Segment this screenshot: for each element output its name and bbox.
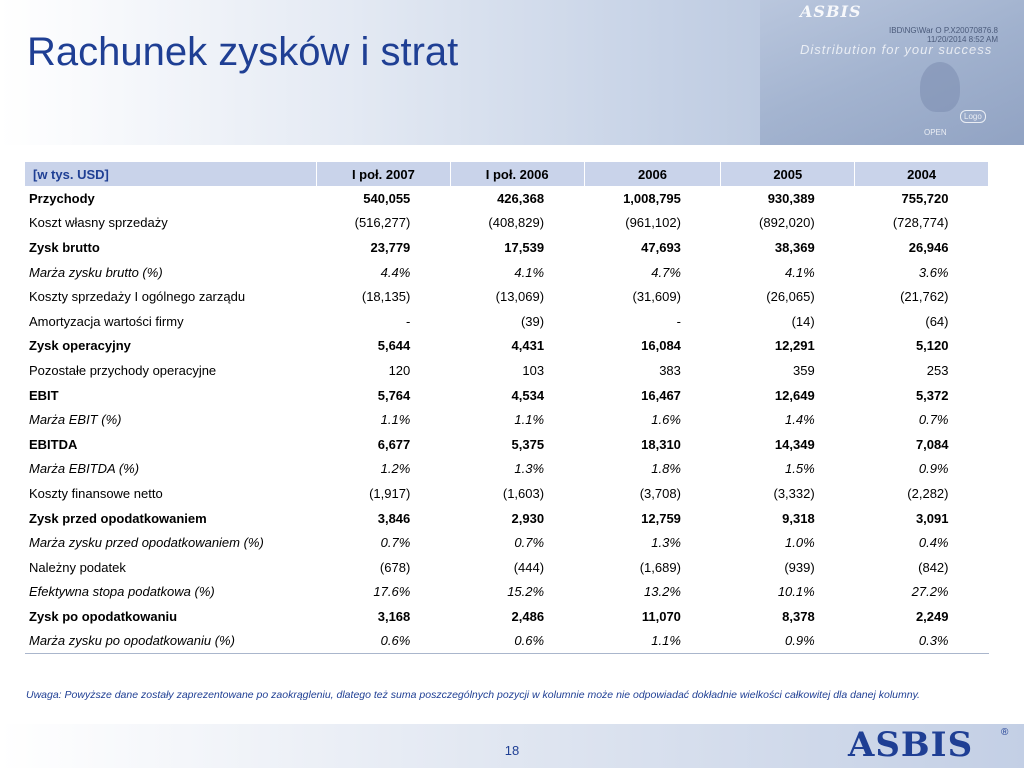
header-col-2006: 2006 [584,162,721,186]
row-value: 6,677 [377,436,411,452]
row-value: 0.7% [380,535,411,551]
row-value: 12,649 [774,387,815,403]
row-value: (3,332) [773,485,815,501]
row-value: 4,431 [511,338,545,354]
table-row [25,555,989,580]
row-value: 253 [926,362,949,378]
row-value: 23,779 [370,239,411,255]
row-value: 5,375 [511,436,545,452]
row-label: Marża EBITDA (%) [29,461,140,477]
row-value: 14,349 [774,436,815,452]
row-value: 2,930 [511,510,545,526]
row-value: (1,917) [369,485,411,501]
row-value: 1,008,795 [623,190,681,206]
header-photo [760,0,1024,145]
photo-brand: ASBIS [800,2,862,21]
row-label: Marża EBIT (%) [29,412,122,428]
row-label: Zysk brutto [29,239,100,255]
table-row [25,186,989,211]
table-row [25,629,989,654]
row-value: 1.3% [651,535,681,551]
row-value: 930,389 [767,190,815,206]
row-value: (842) [918,559,949,575]
header-col-2005: 2005 [721,162,855,186]
row-value: 3,091 [915,510,949,526]
row-value: 26,946 [908,239,949,255]
row-label: Koszt własny sprzedaży [29,215,168,231]
row-value: 7,084 [915,436,949,452]
row-value: 47,693 [641,239,681,255]
row-value: 1.1% [380,412,411,428]
row-value: 0.6% [450,629,584,654]
person-silhouette-icon [920,62,960,112]
page-title: Rachunek zysków i strat [27,30,459,74]
table-row [25,481,989,506]
row-value: 0.7% [514,535,545,551]
row-value: (961,102) [625,215,681,231]
table-row [25,407,989,432]
row-value: 103 [522,362,545,378]
table-row [25,309,989,334]
row-label: Należny podatek [29,559,126,575]
header-col-h1-2006: I poł. 2006 [450,162,584,186]
row-value: 17,539 [504,239,545,255]
row-value: - [405,313,411,329]
row-value: 540,055 [363,190,411,206]
income-statement-table [25,162,989,654]
row-value: 1.2% [380,461,411,477]
row-value: 1.5% [785,461,815,477]
row-value: 426,368 [497,190,545,206]
table-row [25,284,989,309]
table-row [25,457,989,482]
row-value: (31,609) [632,289,681,305]
row-value: 18,310 [641,436,681,452]
row-value: (14) [791,313,815,329]
row-value: (892,020) [759,215,815,231]
row-value: 13.2% [644,584,681,600]
row-value: 4,534 [511,387,545,403]
table-row [25,383,989,408]
row-value: 8,378 [782,608,815,624]
row-label: Przychody [29,190,95,206]
row-value: (408,829) [488,215,545,231]
row-value: 1.1% [514,412,545,428]
row-value: 0.3% [855,629,989,654]
page-number: 18 [504,743,520,758]
row-value: 1.1% [584,629,721,654]
row-value: 2,249 [915,608,949,624]
row-value: (2,282) [907,485,949,501]
row-label: EBITDA [29,436,78,452]
row-value: 1.3% [514,461,545,477]
row-value: (728,774) [892,215,949,231]
row-value: 4.1% [785,264,815,280]
row-value: 0.4% [918,535,949,551]
row-value: (13,069) [495,289,545,305]
photo-logo-chip: Logo [960,110,986,123]
row-value: 0.9% [918,461,949,477]
header-unit-label: [w tys. USD] [25,162,317,186]
table-row [25,580,989,605]
asbis-logo: ASBIS [848,725,974,765]
row-value: 0.6% [317,629,451,654]
stamp-reference: IBD\NG\War O P.X20070876.8 [889,26,998,35]
row-value: 27.2% [911,584,949,600]
row-label: EBIT [29,387,59,403]
row-value: 755,720 [901,190,949,206]
row-label: Efektywna stopa podatkowa (%) [29,584,215,600]
photo-tagline: Distribution for your success [800,42,993,57]
row-label: Koszty finansowe netto [29,485,163,501]
row-value: 38,369 [774,239,815,255]
row-value: (18,135) [361,289,411,305]
table-row [25,235,989,260]
row-value: 4.1% [514,264,545,280]
row-label: Marża zysku przed opodatkowaniem (%) [29,535,264,551]
header-col-2004: 2004 [855,162,989,186]
row-value: 1.4% [785,412,815,428]
table-row [25,334,989,359]
header-col-h1-2007: I poł. 2007 [317,162,451,186]
row-value: 3,168 [377,608,411,624]
row-value: 0.7% [918,412,949,428]
photo-open-sign: OPEN [924,128,947,137]
row-label: Koszty sprzedaży I ogólnego zarządu [29,289,246,305]
row-value: 16,467 [641,387,681,403]
row-value: 17.6% [373,584,411,600]
row-value: (939) [784,559,815,575]
registered-mark-icon: ® [1001,727,1009,738]
row-label: Zysk operacyjny [29,338,131,354]
row-value: 15.2% [507,584,545,600]
row-value: 0.9% [721,629,855,654]
row-value: 5,120 [915,338,949,354]
row-value: (26,065) [766,289,815,305]
row-value: (21,762) [900,289,949,305]
row-label: Zysk przed opodatkowaniem [29,510,207,526]
row-value: 2,486 [511,608,545,624]
stamp-datetime: 11/20/2014 8:52 AM [926,35,998,44]
row-value: (39) [520,313,545,329]
row-label: Marża zysku po opodatkowaniu (%) [25,629,317,654]
row-label: Marża zysku brutto (%) [29,264,163,280]
row-value: - [676,313,681,329]
row-value: 5,764 [377,387,411,403]
row-value: 5,372 [915,387,949,403]
table-row [25,530,989,555]
row-value: 1.6% [651,412,681,428]
row-value: 5,644 [377,338,411,354]
row-value: 3.6% [918,264,949,280]
row-label: Zysk po opodatkowaniu [29,608,178,624]
row-value: 120 [388,362,411,378]
table-row [25,358,989,383]
document-stamp [889,26,998,44]
row-value: 1.8% [651,461,681,477]
rounding-note: Uwaga: Powyższe dane zostały zaprezentowane po zaokrągleniu, dlatego też suma poszczególnych pozycji w kolumnie może nie odpowiadać dokładnie wielkości całkowitej dla danej kolumny. [26,689,920,701]
table-header-row [25,162,989,186]
row-value: 3,846 [377,510,411,526]
row-value: 1.0% [785,535,815,551]
row-value: 12,759 [641,510,681,526]
row-value: (516,277) [354,215,411,231]
row-value: (1,689) [639,559,681,575]
table-row [25,506,989,531]
row-value: 9,318 [782,510,815,526]
row-label: Amortyzacja wartości firmy [29,313,184,329]
row-value: (444) [513,559,545,575]
row-value: 10.1% [777,584,815,600]
row-value: (678) [379,559,411,575]
row-value: 16,084 [641,338,681,354]
table-row [25,211,989,236]
row-value: 12,291 [774,338,815,354]
row-value: 11,070 [641,608,681,624]
table-row [25,432,989,457]
table-row [25,260,989,285]
row-value: 383 [659,362,681,378]
table-row [25,604,989,629]
row-value: (64) [925,313,949,329]
row-value: 4.7% [651,264,681,280]
row-value: 359 [792,362,815,378]
row-value: (1,603) [502,485,545,501]
row-value: (3,708) [639,485,681,501]
row-value: 4.4% [380,264,411,280]
row-label: Pozostałe przychody operacyjne [29,362,217,378]
